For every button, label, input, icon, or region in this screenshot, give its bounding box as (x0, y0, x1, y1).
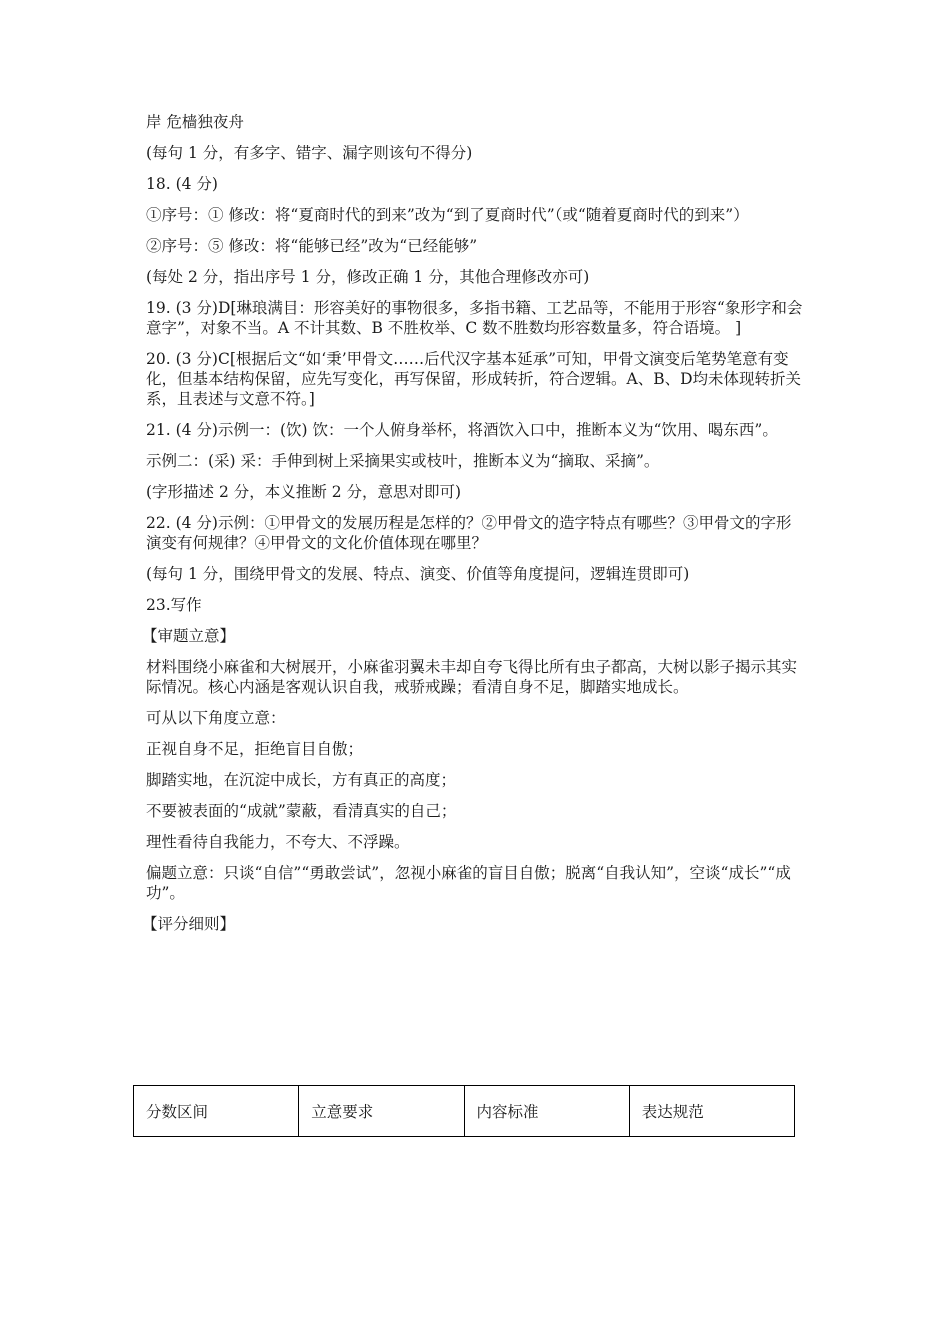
question-18-answer-1: ①序号：① 修改：将“夏商时代的到来”改为“到了夏商时代”（或“随着夏商时代的到来”） (146, 206, 749, 224)
question-18-scoring: (每处 2 分，指出序号 1 分，修改正确 1 分，其他合理修改亦可) (146, 268, 590, 286)
question-21-example-1: 21. (4 分)示例一：(饮) 饮：一个人俯身举杯，将酒饮入口中，推断本义为“饮用、喝东西”。 (146, 421, 778, 439)
off-topic-note: 偏题立意：只谈“自信”“勇敢尝试”，忽视小麻雀的盲目自傲；脱离“自我认知”，空谈“成长”“成功”。 (146, 864, 791, 902)
theme-analysis: 材料围绕小麻雀和大树展开，小麻雀羽翼未丰却自夸飞得比所有虫子都高，大树以影子揭示其实际情况。核心内涵是客观认识自我，戒骄戒躁；看清自身不足，脚踏实地成长。 (146, 658, 798, 696)
angle-item: 不要被表面的“成就”蒙蔽，看清真实的自己； (146, 802, 457, 820)
angle-intro: 可从以下角度立意： (146, 709, 286, 727)
section-heading-theme: 【审题立意】 (142, 627, 236, 645)
question-19-answer: 19. (3 分)D[琳琅满目：形容美好的事物很多，多指书籍、工艺品等，不能用于形容“象形字和会意字”，对象不当。A 不计其数、B 不胜枚举、C 数不胜数均形容数量多，符合语境。 ] (146, 299, 803, 337)
poem-line: 岸 危樯独夜舟 (146, 113, 244, 131)
document-body (142, 112, 806, 945)
angle-item: 正视自身不足，拒绝盲目自傲； (146, 740, 364, 758)
question-21-example-2: 示例二：(采) 采：手伸到树上采摘果实或枝叶，推断本义为“摘取、采摘”。 (146, 452, 660, 470)
angle-item: 脚踏实地，在沉淀中成长，方有真正的高度； (146, 771, 457, 789)
angle-item: 理性看待自我能力，不夸大、不浮躁。 (146, 833, 410, 851)
table-header-cell: 表达规范 (629, 1086, 794, 1137)
scoring-note: (每句 1 分，有多字、错字、漏字则该句不得分) (146, 144, 473, 162)
question-22-answer: 22. (4 分)示例：①甲骨文的发展历程是怎样的？②甲骨文的造字特点有哪些？③甲骨文的字形演变有何规律？④甲骨文的文化价值体现在哪里？ (146, 514, 792, 552)
question-18-answer-2: ②序号：⑤ 修改：将“能够已经”改为“已经能够” (146, 237, 478, 255)
rubric-table (133, 1085, 795, 1137)
table-header-cell: 内容标准 (464, 1086, 629, 1137)
table-header-cell: 立意要求 (299, 1086, 464, 1137)
table-header-cell: 分数区间 (134, 1086, 299, 1137)
question-23-heading: 23.写作 (146, 596, 202, 614)
question-21-scoring: (字形描述 2 分，本义推断 2 分，意思对即可) (146, 483, 462, 501)
section-heading-rubric: 【评分细则】 (142, 915, 236, 933)
question-20-answer: 20. (3 分)C[根据后文“如‘秉’甲骨文……后代汉字基本延承”可知，甲骨文演变后笔势笔意有变化，但基本结构保留，应先写变化，再写保留，形成转折，符合逻辑。A、B、D均未体现转折关系，且表述与文意不符。] (146, 350, 802, 408)
question-22-scoring: (每句 1 分，围绕甲骨文的发展、特点、演变、价值等角度提问，逻辑连贯即可) (146, 565, 690, 583)
question-18-heading: 18. (4 分) (146, 175, 218, 193)
table-header-row (134, 1086, 795, 1137)
